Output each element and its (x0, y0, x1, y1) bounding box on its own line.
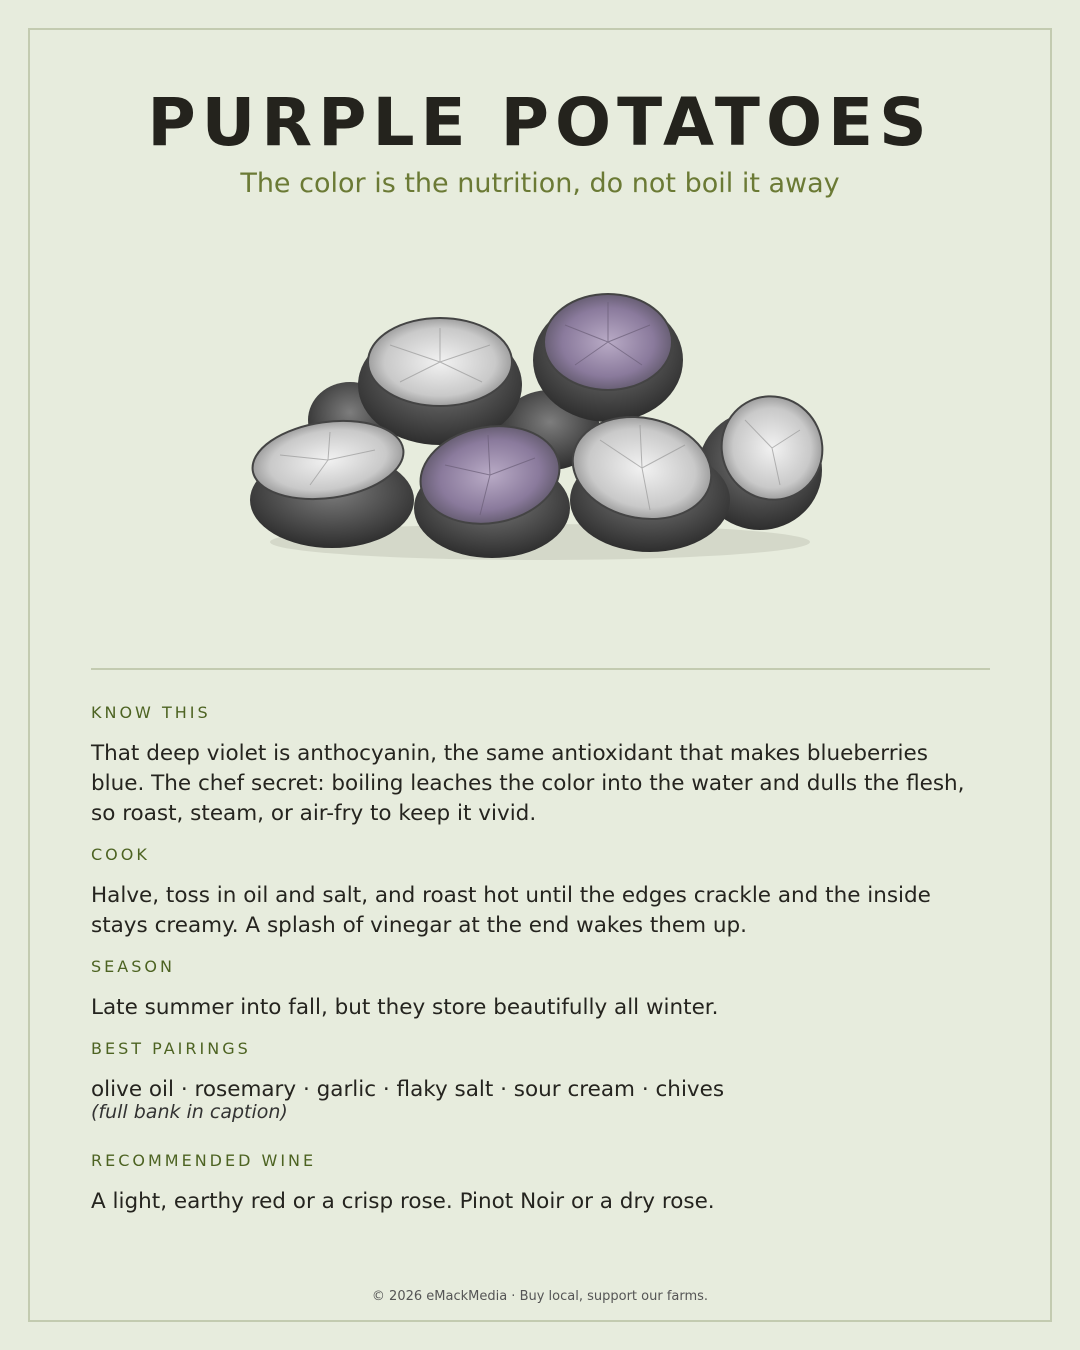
wine-text: A light, earthy red or a crisp rose. Pinot Noir or a dry rose. (91, 1189, 715, 1214)
know-this-heading: KNOW THIS (91, 703, 211, 722)
cook-text: Halve, toss in oil and salt, and roast hot until the edges crackle and the inside stays creamy. A splash of vinegar at the end wakes them up. (91, 883, 931, 938)
cook-heading: COOK (91, 845, 150, 864)
wine-heading: RECOMMENDED WINE (91, 1151, 317, 1170)
season-heading: SEASON (91, 957, 175, 976)
know-this-section (91, 703, 981, 829)
section-divider (91, 668, 990, 670)
halved-potatoes-sketch-icon (240, 270, 840, 580)
pairings-heading: BEST PAIRINGS (91, 1039, 251, 1058)
page-border (28, 28, 1052, 1322)
pairings-section (91, 1039, 981, 1123)
wine-section (91, 1151, 981, 1217)
page-title: PURPLE POTATOES (147, 84, 933, 161)
footer-credit: © 2026 eMackMedia · Buy local, support our farms. (371, 1289, 709, 1304)
cook-section (91, 845, 981, 941)
season-section (91, 957, 981, 1023)
pairings-text: olive oil · rosemary · garlic · flaky salt · sour cream · chives (91, 1077, 725, 1102)
pairings-note: (full bank in caption) (91, 1101, 288, 1123)
season-text: Late summer into fall, but they store beautifully all winter. (91, 995, 719, 1020)
know-this-text: That deep violet is anthocyanin, the same antioxidant that makes blueberries blue. The chef secret: boiling leaches the color into the water and dulls the flesh, so roast, steam, or air-fry to keep it vivid. (91, 741, 965, 826)
page-subtitle: The color is the nutrition, do not boil it away (240, 168, 840, 199)
